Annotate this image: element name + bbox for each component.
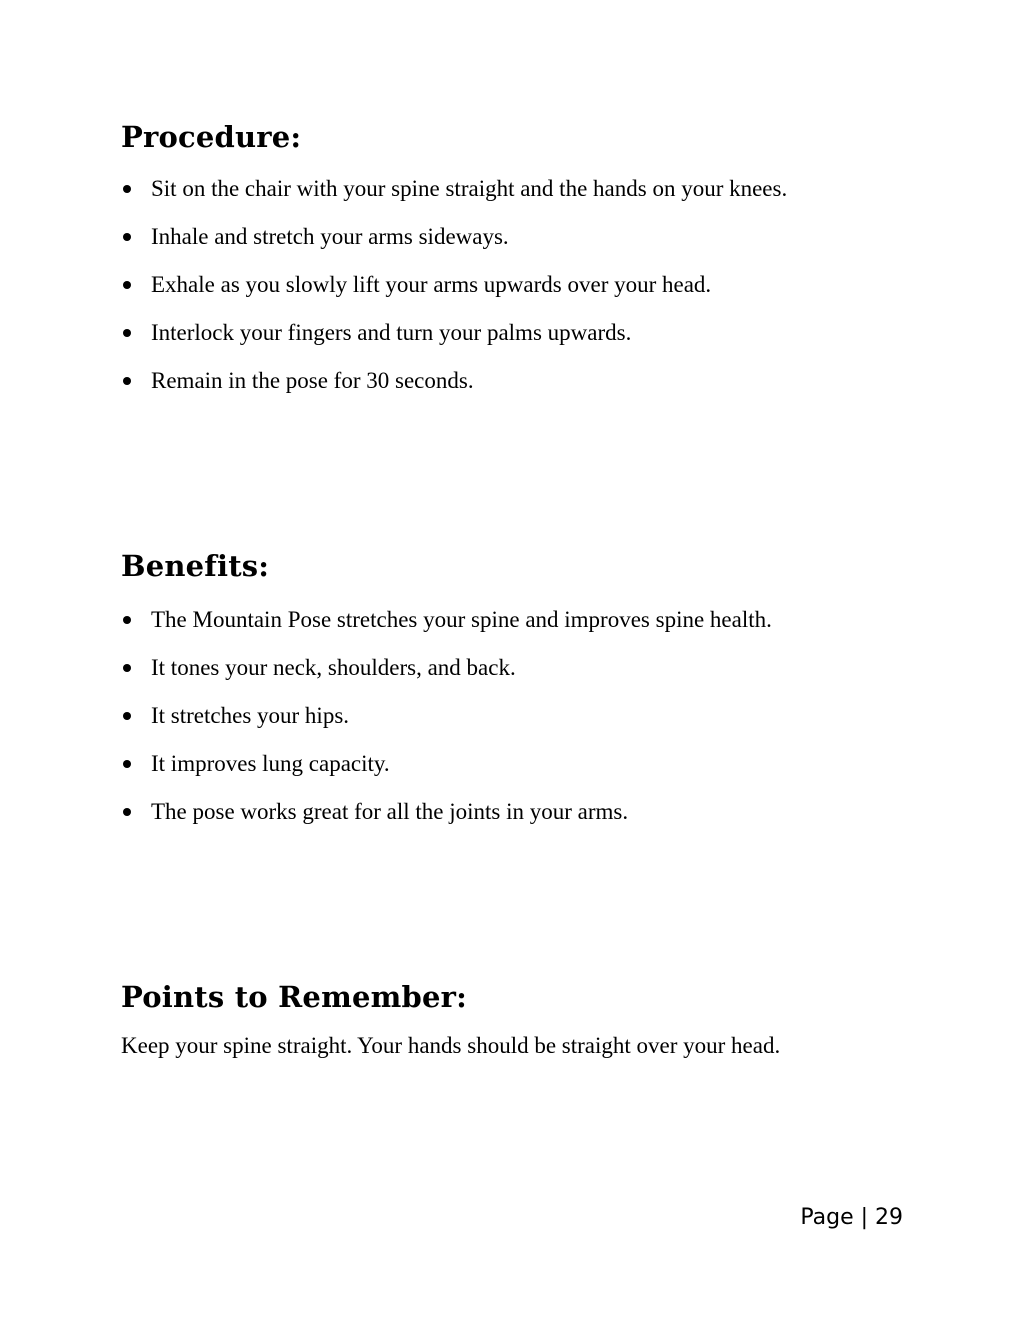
bullet-icon bbox=[121, 645, 133, 691]
benefit-3: It stretches your hips. bbox=[151, 703, 350, 728]
benefit-2: It tones your neck, shoulders, and back. bbox=[151, 655, 516, 680]
benefits-heading: Benefits: bbox=[121, 549, 270, 583]
points-text: Keep your spine straight. Your hands should be straight over your head. bbox=[121, 1033, 781, 1058]
bullet-icon bbox=[121, 166, 133, 212]
list-item bbox=[121, 741, 903, 787]
list-item bbox=[121, 597, 903, 643]
page-number: Page | 29 bbox=[800, 1205, 903, 1230]
bullet-icon bbox=[121, 358, 133, 404]
list-item bbox=[121, 693, 903, 739]
benefit-5: The pose works great for all the joints in your arms. bbox=[151, 799, 629, 824]
procedure-step-4: Interlock your fingers and turn your palms upwards. bbox=[151, 320, 632, 345]
list-item bbox=[121, 214, 903, 260]
bullet-icon bbox=[121, 214, 133, 260]
bullet-icon bbox=[121, 741, 133, 787]
procedure-heading: Procedure: bbox=[121, 120, 302, 154]
list-item bbox=[121, 789, 903, 835]
procedure-step-1: Sit on the chair with your spine straight and the hands on your knees. bbox=[151, 176, 788, 201]
list-item bbox=[121, 166, 903, 212]
list-item bbox=[121, 358, 903, 404]
procedure-step-5: Remain in the pose for 30 seconds. bbox=[151, 368, 474, 393]
points-heading: Points to Remember: bbox=[121, 980, 468, 1014]
benefit-4: It improves lung capacity. bbox=[151, 751, 390, 776]
bullet-icon bbox=[121, 693, 133, 739]
procedure-step-2: Inhale and stretch your arms sideways. bbox=[151, 224, 509, 249]
bullet-icon bbox=[121, 262, 133, 308]
bullet-icon bbox=[121, 789, 133, 835]
procedure-list bbox=[121, 166, 903, 406]
list-item bbox=[121, 310, 903, 356]
list-item bbox=[121, 645, 903, 691]
bullet-icon bbox=[121, 597, 133, 643]
benefits-list bbox=[121, 597, 903, 837]
benefit-1: The Mountain Pose stretches your spine and improves spine health. bbox=[151, 607, 772, 632]
procedure-step-3: Exhale as you slowly lift your arms upwards over your head. bbox=[151, 272, 712, 297]
list-item bbox=[121, 262, 903, 308]
bullet-icon bbox=[121, 310, 133, 356]
